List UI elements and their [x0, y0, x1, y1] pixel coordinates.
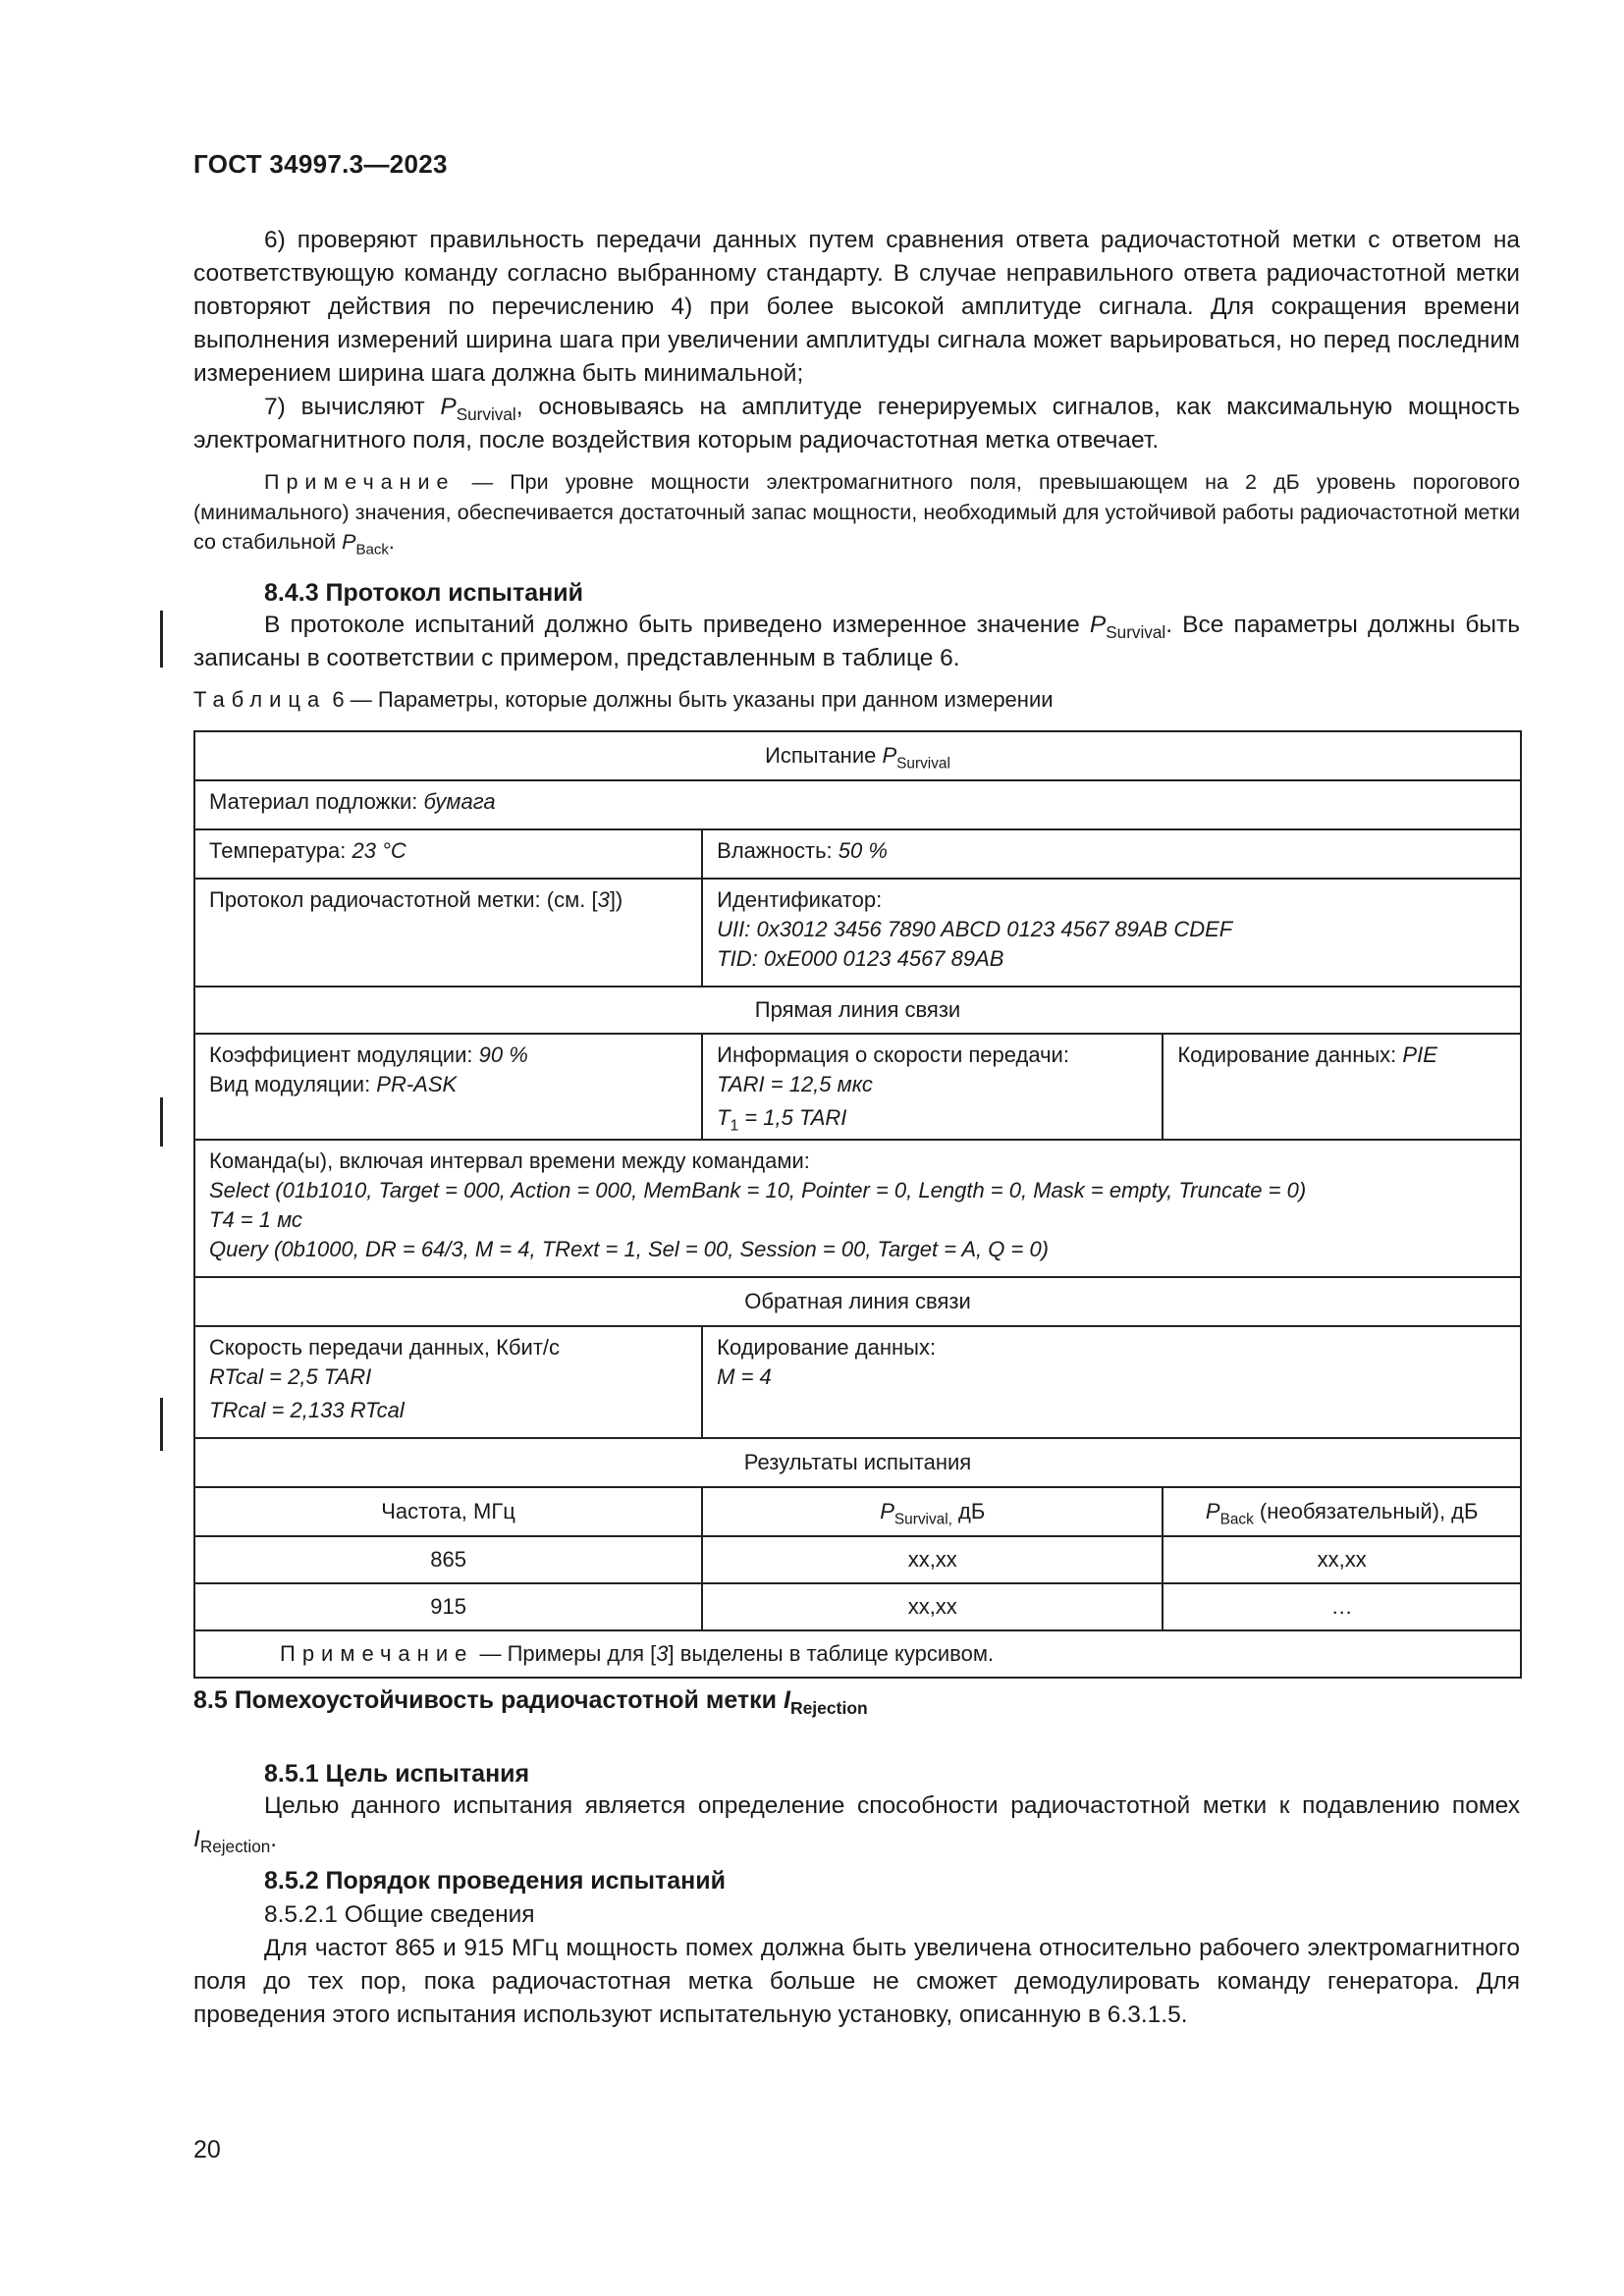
change-bar: [160, 1398, 163, 1451]
identifier-cell: [702, 879, 1521, 987]
document-header: ГОСТ 34997.3—2023: [193, 149, 448, 179]
return-coding-label: Кодирование данных:: [717, 1335, 937, 1360]
trcal-value: TRcal = 2,133 RTcal: [209, 1398, 405, 1422]
frequency-column-header: Частота, МГц: [194, 1487, 702, 1536]
section-8-5-1-text: Целью данного испытания является определение способности радиочастотной метки к подавлению помех: [264, 1792, 1520, 1819]
substrate-value: бумага: [423, 789, 496, 814]
step-7-paragraph: [193, 391, 1520, 457]
temperature-value: 23 °C: [352, 838, 406, 863]
section-8-5-heading: [193, 1686, 868, 1719]
survival-unit: дБ: [951, 1499, 986, 1523]
i-symbol: I: [193, 1826, 200, 1852]
note-1-text: — При уровне мощности электромагнитного поля, превышающем на 2 дБ уровень порогового (минимального) значения, обеспечивается достаточный запас мощности, необходимый для устойчивой работы радиочастотной метки со стабильной: [193, 470, 1520, 554]
forward-coding-label: Кодирование данных:: [1177, 1042, 1403, 1067]
step-6-paragraph: 6) проверяют правильность передачи данных путем сравнения ответа радиочастотной метки с ответом на соответствующую команду согласно выбранному стандарту. В случае неправильного ответа радиочастотной метки повторяют действия по перечислению 4) при более высокой амплитуде сигнала. Для сокращения времени выполнения измерений ширина шага при увеличении амплитуды сигнала может варьироваться, но перед последним измерением ширина шага должна быть минимальной;: [193, 227, 1520, 387]
temperature-cell: [194, 829, 702, 879]
t4-interval: T4 = 1 мс: [209, 1207, 302, 1232]
parameters-table: [193, 730, 1522, 1679]
tag-protocol-close: ]): [609, 887, 623, 912]
p-symbol: P: [1089, 612, 1107, 638]
mod-type-label: Вид модуляции:: [209, 1072, 377, 1096]
survival-subscript: Survival: [1106, 622, 1166, 642]
page-number: 20: [193, 2136, 221, 2163]
return-coding-cell: [702, 1326, 1521, 1438]
section-8-5-title: 8.5 Помехоустойчивость радиочастотной метки: [193, 1686, 784, 1714]
t1-value: = 1,5 TARI: [738, 1105, 847, 1130]
change-bar: [160, 611, 163, 667]
survival-value: xx,xx: [702, 1536, 1163, 1583]
p-symbol: P: [440, 394, 457, 420]
survival-column-header: [702, 1487, 1163, 1536]
section-8-4-3-heading: 8.4.3 Протокол испытаний: [264, 579, 583, 607]
note-1: [193, 467, 1520, 558]
section-8-5-2-1-heading: 8.5.2.1 Общие сведения: [264, 1901, 535, 1928]
table-note-text: — Примеры для [: [473, 1641, 657, 1666]
table-note-text-post: ] выделены в таблице курсивом.: [668, 1641, 995, 1666]
table-note: [194, 1630, 1521, 1678]
rejection-subscript: Rejection: [789, 1698, 868, 1719]
table-note-label: Примечание: [280, 1641, 474, 1666]
results-title: Результаты испытания: [194, 1438, 1521, 1487]
section-8-5-2-heading: 8.5.2 Порядок проведения испытаний: [264, 1867, 726, 1895]
section-8-5-1-paragraph: [193, 1789, 1520, 1856]
table-caption-label: Таблица: [193, 687, 327, 712]
forward-coding-cell: [1163, 1034, 1521, 1140]
humidity-value: 50 %: [838, 838, 888, 863]
table-caption: [193, 687, 1054, 713]
p-symbol: P: [882, 743, 897, 768]
section-8-4-3-text-pre: В протоколе испытаний должно быть приведено измеренное значение: [264, 612, 1090, 638]
section-8-5-1-text-post: .: [270, 1826, 278, 1852]
section-8-5-2-1-paragraph: Для частот 865 и 915 МГц мощность помех должна быть увеличена относительно рабочего электромагнитного поля до тех пор, пока радиочастотная метка больше не сможет демодулировать команду генератора. Для проведения этого испытания используют испытательную установку, описанную в 6.3.1.5.: [193, 1935, 1520, 2028]
humidity-cell: [702, 829, 1521, 879]
return-link-title: Обратная линия связи: [194, 1277, 1521, 1326]
temperature-label: Температура:: [209, 838, 352, 863]
rejection-subscript: Rejection: [199, 1837, 271, 1856]
back-column-header: [1163, 1487, 1521, 1536]
back-column-rest: (необязательный), дБ: [1253, 1499, 1479, 1523]
test-title-cell: [194, 731, 1521, 780]
note-1-text-post: .: [388, 530, 395, 554]
tag-protocol-label: Протокол радиочастотной метки: (см. [: [209, 887, 598, 912]
select-command: Select (01b1010, Target = 000, Action = 000, MemBank = 10, Pointer = 0, Length = 0, Mask = empty, Truncate = 0): [209, 1178, 1307, 1202]
back-subscript: Back: [355, 541, 389, 559]
section-8-5-1-heading: 8.5.1 Цель испытания: [264, 1760, 530, 1788]
table-caption-text: 6 — Параметры, которые должны быть указаны при данном измерении: [326, 687, 1054, 712]
step-7-text-post: , основываясь на амплитуде генерируемых сигналов, как максимальную мощность электромагнитного поля, после воздействия которым радиочастотная метка отвечает.: [193, 394, 1520, 454]
rate-info-cell: [702, 1034, 1163, 1140]
substrate-label: Материал подложки:: [209, 789, 424, 814]
identifier-label: Идентификатор:: [717, 887, 883, 912]
bitrate-cell: [194, 1326, 702, 1438]
survival-subscript: Survival: [896, 755, 950, 773]
forward-link-title: Прямая линия связи: [194, 987, 1521, 1034]
p-symbol: P: [880, 1499, 894, 1523]
table-row: [194, 1536, 1521, 1583]
test-title-text: Испытание: [765, 743, 883, 768]
return-coding-value: M = 4: [717, 1364, 772, 1389]
commands-cell: [194, 1140, 1521, 1277]
rtcal-value: RTcal = 2,5 TARI: [209, 1364, 372, 1389]
back-value: …: [1163, 1583, 1521, 1630]
mod-index-label: Коэффициент модуляции:: [209, 1042, 479, 1067]
survival-subscript: Survival,: [893, 1511, 952, 1528]
p-symbol: P: [342, 530, 356, 554]
survival-value: xx,xx: [702, 1583, 1163, 1630]
i-symbol: I: [783, 1686, 790, 1714]
forward-coding-value: PIE: [1402, 1042, 1437, 1067]
back-subscript: Back: [1219, 1511, 1254, 1528]
section-8-4-3-text-post: . Все параметры должны быть записаны в соответствии с примером, представленным в таблице 6.: [193, 612, 1520, 671]
note-1-label: Примечание: [264, 470, 456, 494]
rate-info-label: Информация о скорости передачи:: [717, 1042, 1069, 1067]
bitrate-label: Скорость передачи данных, Кбит/с: [209, 1335, 561, 1360]
p-symbol: P: [1205, 1499, 1220, 1523]
tari-value: TARI = 12,5 мкс: [717, 1072, 873, 1096]
substrate-cell: [194, 780, 1521, 829]
uii-value: UII: 0x3012 3456 7890 ABCD 0123 4567 89AB CDEF: [717, 917, 1233, 941]
reference-number: 3: [597, 887, 610, 912]
modulation-cell: [194, 1034, 702, 1140]
mod-index-value: 90 %: [478, 1042, 528, 1067]
frequency-value: 865: [194, 1536, 702, 1583]
tid-value: TID: 0xE000 0123 4567 89AB: [717, 946, 1004, 971]
reference-number: 3: [656, 1641, 669, 1666]
humidity-label: Влажность:: [717, 838, 839, 863]
t1-subscript: 1: [730, 1117, 739, 1135]
survival-subscript: Survival: [456, 404, 516, 424]
section-8-4-3-paragraph: [193, 609, 1520, 675]
tag-protocol-cell: [194, 879, 702, 987]
t1-symbol: T: [717, 1105, 731, 1130]
change-bar: [160, 1097, 163, 1147]
step-7-text-pre: 7) вычисляют: [264, 394, 441, 420]
table-row: [194, 1583, 1521, 1630]
frequency-value: 915: [194, 1583, 702, 1630]
back-value: xx,xx: [1163, 1536, 1521, 1583]
mod-type-value: PR-ASK: [376, 1072, 458, 1096]
commands-label: Команда(ы), включая интервал времени между командами:: [209, 1148, 810, 1173]
query-command: Query (0b1000, DR = 64/3, M = 4, TRext = 1, Sel = 00, Session = 00, Target = A, Q = 0): [209, 1237, 1050, 1261]
